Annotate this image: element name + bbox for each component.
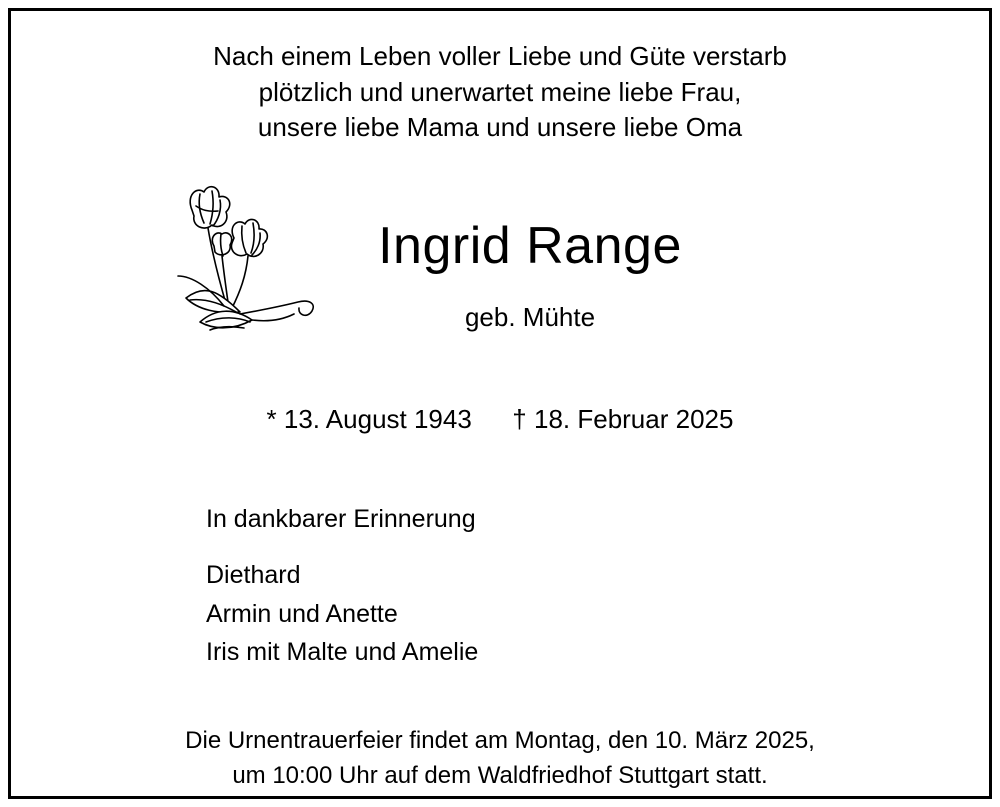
deceased-name: Ingrid Range xyxy=(378,216,682,275)
iris-flower-icon xyxy=(156,180,346,355)
life-dates xyxy=(51,404,949,435)
survivor-line: Iris mit Malte und Amelie xyxy=(206,638,479,667)
intro-line-2: plötzlich und unerwartet meine liebe Frau, xyxy=(258,76,742,107)
name-block xyxy=(51,190,949,370)
ceremony-details xyxy=(51,724,949,794)
ceremony-line-1: Die Urnentrauerfeier findet am Montag, den 10. März 2025, xyxy=(185,727,815,755)
death-date: † 18. Februar 2025 xyxy=(512,403,734,434)
survivor-line: Diethard xyxy=(206,560,301,589)
maiden-name: geb. Mühte xyxy=(464,301,596,332)
ceremony-line-2: um 10:00 Uhr auf dem Waldfriedhof Stuttgart statt. xyxy=(232,761,768,789)
survivors-list xyxy=(51,556,949,672)
obituary-border-frame xyxy=(8,8,992,799)
intro-text xyxy=(51,39,949,146)
intro-line-1: Nach einem Leben voller Liebe und Güte verstarb xyxy=(213,41,787,71)
intro-line-3: unsere liebe Mama und unsere liebe Oma xyxy=(257,112,743,143)
obituary-content xyxy=(11,11,989,796)
birth-date: * 13. August 1943 xyxy=(266,403,472,434)
survivor-line: Armin und Anette xyxy=(206,599,398,628)
remembrance-text: In dankbarer Erinnerung xyxy=(206,504,476,533)
